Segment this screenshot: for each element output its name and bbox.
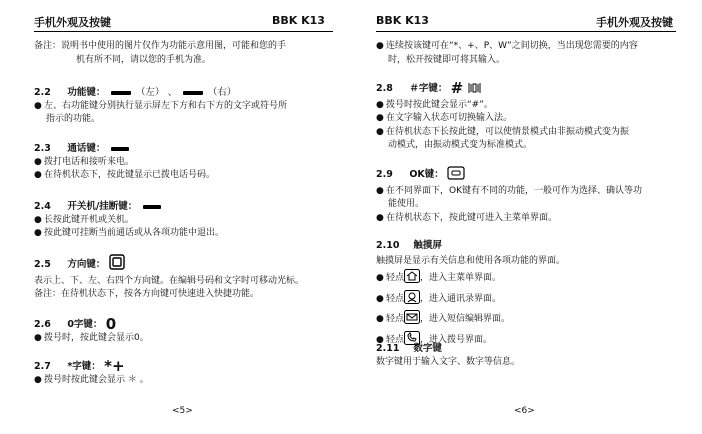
section-2-10-heading: 2.10 触摸屏: [376, 240, 442, 251]
bullet-icon: ●: [376, 41, 384, 51]
section-2-5: 2.5 方向键： 表示上、下、左、右四个方向键。在编辑号码和文字时可移动光标。 备注：在待机状态下，按各方向键可快速进入快捷功能。: [34, 254, 304, 302]
call-key-icon: [111, 147, 129, 151]
navigation-key-icon: [109, 254, 125, 275]
bullet-icon: ●: [34, 214, 42, 225]
touch-item-dialer: ● 轻点 ，进入拨号界面。: [376, 331, 565, 352]
hash-key-symbol: #: [450, 79, 464, 97]
bullet-icon: ●: [34, 332, 42, 343]
end-key-icon: [143, 205, 161, 209]
bullet-icon: ●: [34, 156, 42, 167]
section-2-6: 2.6 0字键： 0 ● 拨号时，按此键会显示0。: [34, 318, 149, 345]
bullet-icon: ●: [34, 228, 42, 238]
left-header-rule: [34, 31, 333, 32]
right-continuation: ● 连续按该键可在“*、+、P、W”之间切换，当出现您需要的内容 时，松开按键即可将其输入。: [376, 41, 638, 65]
bullet-icon: ●: [376, 212, 384, 223]
touch-item-sms: ● 轻点 ，进入短信编辑界面。: [376, 310, 565, 331]
touch-item-contacts: ● 轻点 ，进入通讯录界面。: [376, 290, 565, 311]
section-2-5-heading: 2.5 方向键：: [34, 254, 304, 275]
section-2-8: 2.8 ＃字键： # ● 拨号时按此键会显示“#”。 ● 在文字输入状态可切换输入法。 ● 在待机状态下长按此键，可以使情景模式由非振动模式变为振 动模式，由振动模式变为标准模式。: [376, 79, 630, 150]
right-softkey-icon: [183, 91, 203, 95]
left-note: [34, 40, 286, 67]
section-2-8-heading: 2.8 ＃字键： #: [376, 82, 629, 99]
left-header-title: 手机外观及按键: [34, 16, 111, 29]
bullet-icon: ●: [376, 334, 384, 345]
bullet-icon: ●: [376, 113, 384, 123]
section-2-2-heading: 2.2 功能键： （左） 、 （右）: [34, 87, 237, 98]
section-2-2: 2.2 功能键： （左） 、 （右） ● 左、右功能键分别执行显示屏左下方和右下方的文字或符号所 指示的功能。: [34, 87, 288, 124]
bullet-icon: ●: [376, 293, 384, 304]
section-2-4-heading: 2.4 开关机/挂断键：: [34, 200, 224, 214]
section-2-11: 2.11 数字键 数字键用于输入文字、数字等信息。: [376, 343, 521, 367]
home-icon: [404, 269, 420, 290]
section-2-9-heading: 2.9 OK键：: [376, 166, 642, 185]
note-line-1: 备注：说明书中使用的图片仅作为功能示意用图，可能和您的手: [34, 41, 287, 51]
touch-item-main-menu: ● 轻点 ，进入主菜单界面。: [376, 269, 565, 290]
section-2-4: 2.4 开关机/挂断键： ● 长按此键开机或关机。 ● 按此键可挂断当前通话或从各项功能中退出。: [34, 200, 224, 241]
left-header-model: BBK K13: [272, 14, 325, 27]
star-key-symbol: *+: [104, 357, 125, 375]
bullet-icon: ●: [376, 99, 384, 110]
section-2-7-heading: 2.7 *字键： *+: [34, 357, 125, 375]
left-page-number: <5>: [172, 406, 193, 416]
bullet-icon: ●: [376, 273, 384, 283]
right-header-model: BBK K13: [376, 14, 429, 27]
bullet-icon: ●: [376, 314, 384, 324]
contacts-icon: [404, 290, 420, 311]
section-2-11-heading: 2.11 数字键: [376, 343, 442, 354]
section-2-6-heading: 2.6 0字键： 0: [34, 315, 117, 333]
vibrate-icon: [467, 82, 481, 99]
left-softkey-icon: [111, 91, 131, 95]
bullet-icon: ●: [376, 126, 384, 137]
message-icon: [404, 310, 420, 331]
right-header-title: 手机外观及按键: [596, 16, 673, 29]
bullet-icon: ●: [34, 170, 42, 180]
section-2-10: 2.10 触摸屏 触摸屏是显示有关信息和使用各项功能的界面。 ● 轻点 ，进入主菜单界面。 ● 轻点 ，进入通讯录界面。 ● 轻点 ，进入短信编辑界面。 ● 轻点 ，进入拨号界面。: [376, 238, 565, 351]
note-line-2: 机有所不同，请以您的手机为准。: [76, 54, 212, 65]
right-page: [351, 0, 702, 434]
bullet-icon: ●: [34, 100, 42, 111]
zero-key-symbol: 0: [105, 315, 117, 333]
right-header-rule: [376, 31, 676, 32]
bullet-icon: ●: [376, 185, 384, 196]
bullet-icon: ●: [34, 374, 42, 385]
section-2-9: 2.9 OK键： ● 在不同界面下，OK键有不同的功能，一般可作为选择、确认等功 能使用。 ● 在待机状态下，按此键可进入主菜单界面。: [376, 166, 642, 225]
ok-key-icon: [447, 166, 465, 185]
section-2-3-heading: 2.3 通话键：: [34, 142, 215, 156]
right-page-number: <6>: [514, 406, 535, 416]
section-2-3: 2.3 通话键： ● 拨打电话和接听来电。 ● 在待机状态下，按此键显示已拨电话号码。: [34, 142, 215, 183]
section-2-7: 2.7 *字键： *+ ● 拨号时按此键会显示 ＊ 。: [34, 360, 149, 387]
